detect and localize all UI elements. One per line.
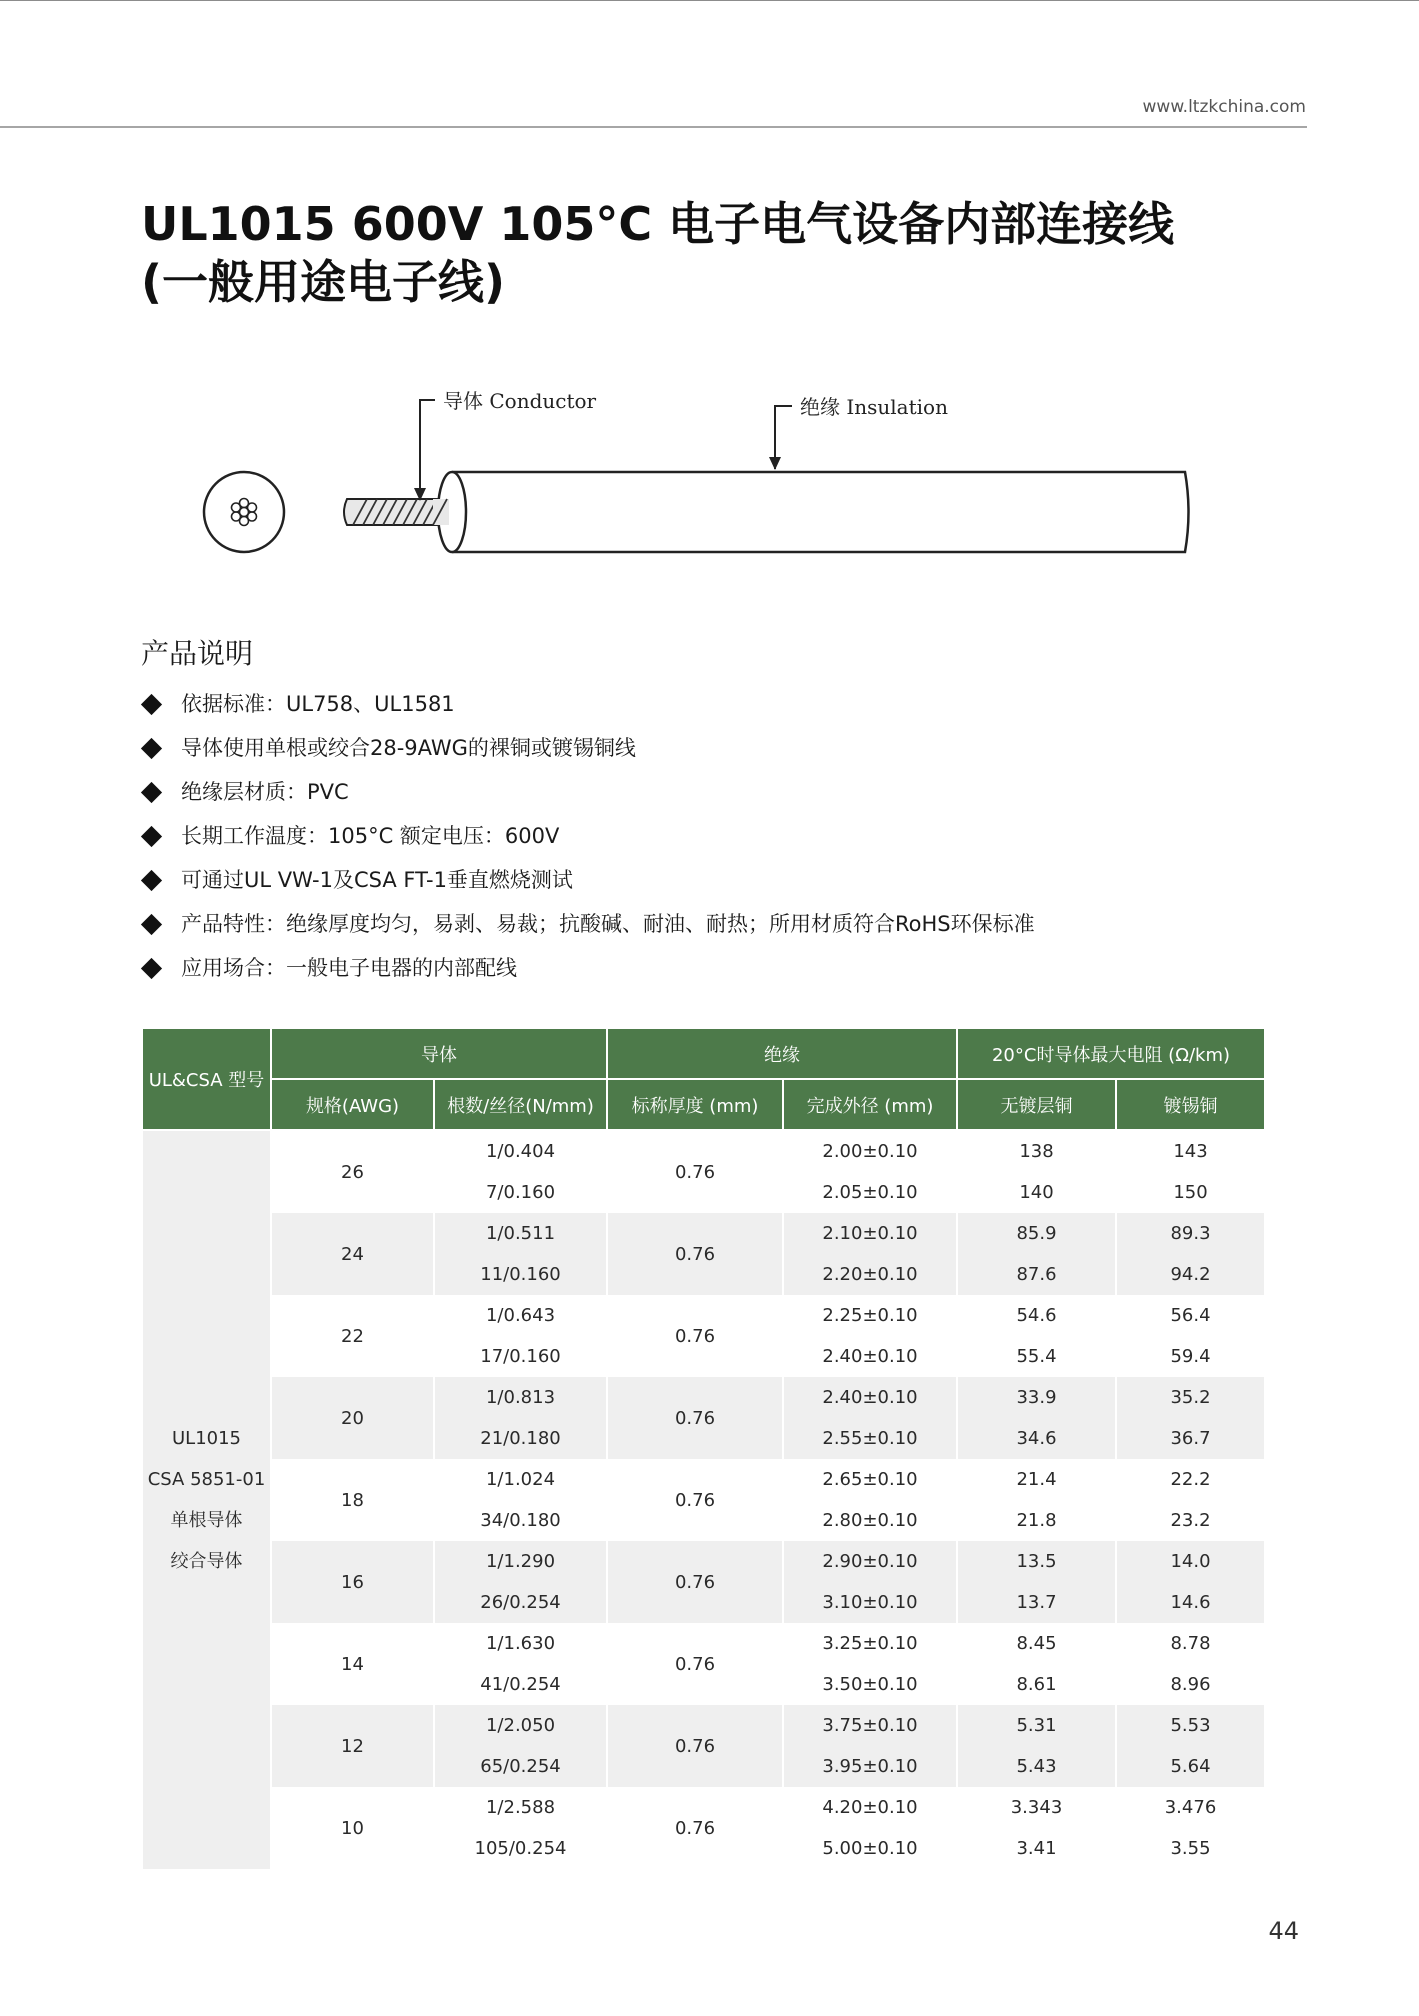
diamond-bullet-icon xyxy=(141,913,162,934)
bare-copper-cell: 3.343 xyxy=(957,1787,1116,1828)
feature-text: 依据标准：UL758、UL1581 xyxy=(181,692,455,716)
awg-cell: 10 xyxy=(271,1787,434,1869)
thickness-cell: 0.76 xyxy=(607,1705,783,1787)
bare-copper-cell: 21.8 xyxy=(957,1500,1116,1541)
feature-item xyxy=(141,814,1035,858)
page-title-line2: (一般用途电子线) xyxy=(141,255,506,309)
model-line: 单根导体 xyxy=(170,1510,243,1531)
diamond-bullet-icon xyxy=(141,737,162,758)
feature-list xyxy=(141,682,1035,990)
od-cell: 2.10±0.10 xyxy=(783,1213,957,1254)
od-cell: 3.50±0.10 xyxy=(783,1664,957,1705)
bare-copper-cell: 21.4 xyxy=(957,1459,1116,1500)
insulation-label: 绝缘 Insulation xyxy=(800,395,948,419)
od-cell: 3.95±0.10 xyxy=(783,1746,957,1787)
od-cell: 2.40±0.10 xyxy=(783,1336,957,1377)
od-cell: 2.90±0.10 xyxy=(783,1541,957,1582)
bare-copper-cell: 87.6 xyxy=(957,1254,1116,1295)
diamond-bullet-icon xyxy=(141,693,162,714)
tinned-copper-cell: 3.476 xyxy=(1116,1787,1265,1828)
page-title-line1: UL1015 600V 105°C 电子电气设备内部连接线 xyxy=(141,197,1175,251)
thickness-cell: 0.76 xyxy=(607,1459,783,1541)
od-cell: 2.65±0.10 xyxy=(783,1459,957,1500)
bare-copper-cell: 140 xyxy=(957,1172,1116,1213)
od-cell: 2.05±0.10 xyxy=(783,1172,957,1213)
strands-cell: 1/2.588 xyxy=(434,1787,607,1828)
strands-cell: 34/0.180 xyxy=(434,1500,607,1541)
tinned-copper-cell: 14.0 xyxy=(1116,1541,1265,1582)
cable-insulation xyxy=(433,472,1189,552)
model-line: CSA 5851-01 xyxy=(147,1469,266,1490)
feature-text: 导体使用单根或绞合28-9AWG的裸铜或镀锡铜线 xyxy=(181,736,636,760)
feature-item xyxy=(141,770,1035,814)
awg-cell: 20 xyxy=(271,1377,434,1459)
strands-cell: 1/0.813 xyxy=(434,1377,607,1418)
diamond-bullet-icon xyxy=(141,869,162,890)
awg-cell: 24 xyxy=(271,1213,434,1295)
top-border xyxy=(0,0,1419,1)
od-cell: 3.75±0.10 xyxy=(783,1705,957,1746)
conductor-label: 导体 Conductor xyxy=(443,389,597,413)
tinned-copper-cell: 23.2 xyxy=(1116,1500,1265,1541)
strands-cell: 105/0.254 xyxy=(434,1828,607,1869)
model-line: 绞合导体 xyxy=(170,1551,243,1572)
tinned-copper-cell: 36.7 xyxy=(1116,1418,1265,1459)
header-od: 完成外径 (mm) xyxy=(783,1079,957,1130)
table-row xyxy=(142,1377,1265,1418)
awg-cell: 26 xyxy=(271,1130,434,1213)
model-cell xyxy=(142,1130,271,1869)
strands-cell: 17/0.160 xyxy=(434,1336,607,1377)
table-row xyxy=(142,1459,1265,1500)
thickness-cell: 0.76 xyxy=(607,1787,783,1869)
section-title: 产品说明 xyxy=(141,637,254,670)
header-url: www.ltzkchina.com xyxy=(1142,97,1306,117)
tinned-copper-cell: 143 xyxy=(1116,1130,1265,1172)
diamond-bullet-icon xyxy=(141,781,162,802)
header-insulation: 绝缘 xyxy=(607,1028,957,1079)
table-row xyxy=(142,1130,1265,1172)
strands-cell: 65/0.254 xyxy=(434,1746,607,1787)
awg-cell: 16 xyxy=(271,1541,434,1623)
strands-cell: 7/0.160 xyxy=(434,1172,607,1213)
bare-copper-cell: 13.5 xyxy=(957,1541,1116,1582)
thickness-cell: 0.76 xyxy=(607,1213,783,1295)
bare-copper-cell: 55.4 xyxy=(957,1336,1116,1377)
feature-text: 产品特性：绝缘厚度均匀，易剥、易裁；抗酸碱、耐油、耐热；所用材质符合RoHS环保标准 xyxy=(181,912,1035,936)
strands-cell: 1/1.630 xyxy=(434,1623,607,1664)
table-row xyxy=(142,1705,1265,1746)
tinned-copper-cell: 14.6 xyxy=(1116,1582,1265,1623)
conductor-strands xyxy=(344,499,445,525)
model-line: UL1015 xyxy=(171,1428,241,1449)
feature-item xyxy=(141,726,1035,770)
tinned-copper-cell: 150 xyxy=(1116,1172,1265,1213)
feature-text: 可通过UL VW-1及CSA FT-1垂直燃烧测试 xyxy=(181,868,573,892)
feature-item xyxy=(141,858,1035,902)
page-number: 44 xyxy=(1268,1917,1299,1945)
od-cell: 5.00±0.10 xyxy=(783,1828,957,1869)
od-cell: 2.00±0.10 xyxy=(783,1130,957,1172)
thickness-cell: 0.76 xyxy=(607,1541,783,1623)
header-strands: 根数/丝径(N/mm) xyxy=(434,1079,607,1130)
feature-text: 绝缘层材质：PVC xyxy=(181,780,349,804)
bare-copper-cell: 138 xyxy=(957,1130,1116,1172)
tinned-copper-cell: 89.3 xyxy=(1116,1213,1265,1254)
tinned-copper-cell: 5.64 xyxy=(1116,1746,1265,1787)
header-thickness: 标称厚度 (mm) xyxy=(607,1079,783,1130)
strands-cell: 1/1.290 xyxy=(434,1541,607,1582)
bare-copper-cell: 13.7 xyxy=(957,1582,1116,1623)
header-rule xyxy=(0,126,1307,128)
table-row xyxy=(142,1787,1265,1828)
bare-copper-cell: 5.31 xyxy=(957,1705,1116,1746)
od-cell: 2.20±0.10 xyxy=(783,1254,957,1295)
tinned-copper-cell: 56.4 xyxy=(1116,1295,1265,1336)
thickness-cell: 0.76 xyxy=(607,1295,783,1377)
insulation-callout xyxy=(769,406,792,470)
conductor-callout xyxy=(414,400,435,501)
bare-copper-cell: 34.6 xyxy=(957,1418,1116,1459)
awg-cell: 12 xyxy=(271,1705,434,1787)
bare-copper-cell: 85.9 xyxy=(957,1213,1116,1254)
od-cell: 2.80±0.10 xyxy=(783,1500,957,1541)
tinned-copper-cell: 5.53 xyxy=(1116,1705,1265,1746)
spec-table xyxy=(141,1027,1266,1869)
tinned-copper-cell: 3.55 xyxy=(1116,1828,1265,1869)
strands-cell: 1/1.024 xyxy=(434,1459,607,1500)
strands-cell: 1/2.050 xyxy=(434,1705,607,1746)
strands-cell: 1/0.643 xyxy=(434,1295,607,1336)
table-row xyxy=(142,1295,1265,1336)
header-conductor: 导体 xyxy=(271,1028,607,1079)
diamond-bullet-icon xyxy=(141,825,162,846)
tinned-copper-cell: 8.78 xyxy=(1116,1623,1265,1664)
bare-copper-cell: 54.6 xyxy=(957,1295,1116,1336)
tinned-copper-cell: 22.2 xyxy=(1116,1459,1265,1500)
awg-cell: 22 xyxy=(271,1295,434,1377)
od-cell: 2.40±0.10 xyxy=(783,1377,957,1418)
tinned-copper-cell: 8.96 xyxy=(1116,1664,1265,1705)
page-title xyxy=(141,195,1174,311)
feature-text: 长期工作温度：105°C 额定电压：600V xyxy=(181,824,560,848)
awg-cell: 18 xyxy=(271,1459,434,1541)
bare-copper-cell: 33.9 xyxy=(957,1377,1116,1418)
header-model: UL&CSA 型号 xyxy=(142,1028,271,1130)
bare-copper-cell: 3.41 xyxy=(957,1828,1116,1869)
tinned-copper-cell: 35.2 xyxy=(1116,1377,1265,1418)
od-cell: 2.25±0.10 xyxy=(783,1295,957,1336)
od-cell: 4.20±0.10 xyxy=(783,1787,957,1828)
feature-item xyxy=(141,682,1035,726)
thickness-cell: 0.76 xyxy=(607,1377,783,1459)
tinned-copper-cell: 94.2 xyxy=(1116,1254,1265,1295)
bare-copper-cell: 5.43 xyxy=(957,1746,1116,1787)
od-cell: 3.25±0.10 xyxy=(783,1623,957,1664)
strands-cell: 11/0.160 xyxy=(434,1254,607,1295)
table-row xyxy=(142,1541,1265,1582)
table-row xyxy=(142,1213,1265,1254)
table-row xyxy=(142,1623,1265,1664)
feature-text: 应用场合：一般电子电器的内部配线 xyxy=(181,956,517,980)
strands-cell: 41/0.254 xyxy=(434,1664,607,1705)
feature-item xyxy=(141,902,1035,946)
header-resistance: 20°C时导体最大电阻 (Ω/km) xyxy=(957,1028,1265,1079)
bare-copper-cell: 8.45 xyxy=(957,1623,1116,1664)
bare-copper-cell: 8.61 xyxy=(957,1664,1116,1705)
od-cell: 3.10±0.10 xyxy=(783,1582,957,1623)
header-awg: 规格(AWG) xyxy=(271,1079,434,1130)
strands-cell: 1/0.404 xyxy=(434,1130,607,1172)
strands-cell: 26/0.254 xyxy=(434,1582,607,1623)
thickness-cell: 0.76 xyxy=(607,1623,783,1705)
header-bare-copper: 无镀层铜 xyxy=(957,1079,1116,1130)
cable-cross-section xyxy=(204,472,284,552)
diamond-bullet-icon xyxy=(141,957,162,978)
cable-diagram xyxy=(195,375,1215,575)
strands-cell: 21/0.180 xyxy=(434,1418,607,1459)
od-cell: 2.55±0.10 xyxy=(783,1418,957,1459)
strands-cell: 1/0.511 xyxy=(434,1213,607,1254)
tinned-copper-cell: 59.4 xyxy=(1116,1336,1265,1377)
thickness-cell: 0.76 xyxy=(607,1130,783,1213)
feature-item xyxy=(141,946,1035,990)
awg-cell: 14 xyxy=(271,1623,434,1705)
header-tinned-copper: 镀锡铜 xyxy=(1116,1079,1265,1130)
